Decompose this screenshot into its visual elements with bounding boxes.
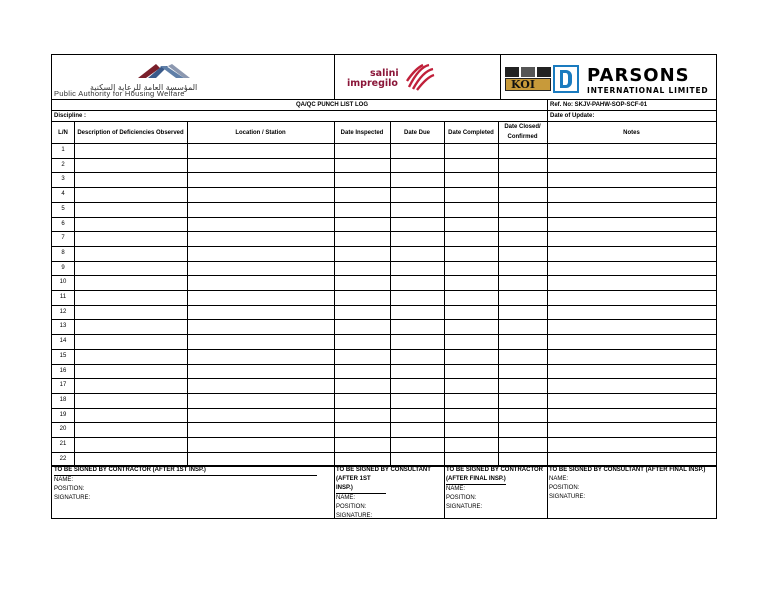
grid-line xyxy=(52,393,716,394)
col-description: Description of Deficiencies Observed xyxy=(77,130,184,136)
grid-line xyxy=(187,121,188,466)
row-number: 14 xyxy=(59,338,67,345)
grid-line xyxy=(444,121,445,466)
consultant-1st-name: NAME: xyxy=(336,495,356,501)
pahw-logo xyxy=(52,55,334,99)
col-date-closed-2: Confirmed xyxy=(507,134,538,140)
row-number: 20 xyxy=(59,426,67,433)
grid-line xyxy=(52,452,716,453)
parsons-p-icon xyxy=(553,65,579,93)
row-number: 9 xyxy=(61,264,65,271)
grid-line xyxy=(334,465,335,519)
row-number: 16 xyxy=(59,367,67,374)
grid-line xyxy=(52,110,716,111)
grid-line xyxy=(52,143,716,144)
grid-line xyxy=(334,121,335,466)
contractor-1st-block xyxy=(54,466,317,503)
grid-line xyxy=(52,437,716,438)
contractor-final-position: POSITION: xyxy=(446,495,477,501)
koi-text: KOI xyxy=(511,78,535,91)
grid-line xyxy=(52,319,716,320)
grid-line xyxy=(52,187,716,188)
consultant-1st-signature: SIGNATURE: xyxy=(336,513,373,519)
grid-line xyxy=(52,172,716,173)
row-number: 17 xyxy=(59,382,67,389)
grid-line xyxy=(52,261,716,262)
grid-line xyxy=(52,290,716,291)
col-ln: L/N xyxy=(58,130,68,136)
consultant-1st-title-2: (AFTER 1ST INSP.) xyxy=(336,475,386,494)
contractor-final-signature: SIGNATURE: xyxy=(446,504,483,510)
contractor-1st-name: NAME: xyxy=(54,477,74,483)
pahw-english-name: Public Authority for Housing Welfare xyxy=(54,89,185,98)
grid-line xyxy=(444,465,445,519)
salini-text-1: salini xyxy=(370,68,399,79)
pahw-roof-icon xyxy=(132,62,192,82)
row-number: 6 xyxy=(61,220,65,227)
grid-line xyxy=(52,202,716,203)
grid-line xyxy=(52,275,716,276)
consultant-final-position: POSITION: xyxy=(549,485,580,491)
row-number: 13 xyxy=(59,323,67,330)
grid-line xyxy=(547,121,548,466)
row-number: 22 xyxy=(59,455,67,462)
salini-text-2: impregilo xyxy=(347,78,398,89)
grid-line xyxy=(52,305,716,306)
consultant-final-title: TO BE SIGNED BY CONSULTANT (AFTER FINAL INSP.) xyxy=(549,467,706,473)
discipline-label: Discipline : xyxy=(54,113,87,119)
grid-line xyxy=(547,465,548,519)
contractor-1st-signature: SIGNATURE: xyxy=(54,495,91,501)
consultant-1st-position: POSITION: xyxy=(336,504,367,510)
grid-line xyxy=(52,364,716,365)
row-number: 10 xyxy=(59,279,67,286)
grid-line xyxy=(74,121,75,466)
col-location: Location / Station xyxy=(235,130,286,136)
grid-line xyxy=(498,121,499,466)
logo-band xyxy=(52,55,716,100)
row-number: 7 xyxy=(61,235,65,242)
consultant-final-name: NAME: xyxy=(549,476,569,482)
col-date-completed: Date Completed xyxy=(448,130,494,136)
contractor-final-title-2: (AFTER FINAL INSP.) xyxy=(446,475,506,485)
ref-number: Ref. No: SKJV-PAHW-SOP-SCF-01 xyxy=(550,102,648,108)
parsons-name: PARSONS xyxy=(587,65,690,86)
koi-logo-icon xyxy=(505,67,551,91)
log-title: QA/QC PUNCH LIST LOG xyxy=(296,102,368,108)
grid-line xyxy=(390,121,391,466)
grid-line xyxy=(52,422,716,423)
contractor-final-name: NAME: xyxy=(446,486,466,492)
col-notes: Notes xyxy=(623,130,640,136)
grid-line xyxy=(52,121,716,122)
row-number: 2 xyxy=(61,161,65,168)
contractor-final-title-1: TO BE SIGNED BY CONTRACTOR xyxy=(446,467,544,473)
pahw-arabic-name: المؤسسة العامة للرعاية السكنية xyxy=(90,83,198,92)
consultant-final-signature: SIGNATURE: xyxy=(549,494,586,500)
row-number: 15 xyxy=(59,352,67,359)
row-number: 11 xyxy=(59,294,67,300)
consultant-1st-title-1: TO BE SIGNED BY CONSULTANT xyxy=(336,467,431,473)
contractor-final-block xyxy=(446,466,543,512)
punch-list-sheet xyxy=(51,54,717,519)
date-of-update-label: Date of Update: xyxy=(550,113,595,119)
grid-line xyxy=(52,158,716,159)
salini-stripes-icon xyxy=(405,63,435,91)
row-number: 18 xyxy=(59,396,67,403)
grid-line xyxy=(52,334,716,335)
consultant-1st-block xyxy=(336,466,431,521)
salini-logo xyxy=(335,55,500,99)
row-number: 21 xyxy=(59,441,67,447)
row-number: 19 xyxy=(59,411,67,418)
col-date-inspected: Date Inspected xyxy=(340,130,384,136)
col-date-closed-1: Date Closed/ xyxy=(504,124,541,130)
contractor-1st-title: TO BE SIGNED BY CONTRACTOR (AFTER 1ST INSP.) xyxy=(54,466,317,476)
grid-line xyxy=(52,349,716,350)
row-number: 4 xyxy=(61,191,65,198)
row-number: 8 xyxy=(61,249,65,256)
grid-line xyxy=(52,217,716,218)
grid-line xyxy=(52,408,716,409)
parsons-subtitle: INTERNATIONAL LIMITED xyxy=(587,86,709,95)
grid-line xyxy=(52,231,716,232)
parsons-logo xyxy=(501,55,716,99)
row-number: 5 xyxy=(61,205,65,212)
row-number: 12 xyxy=(59,308,67,315)
row-number: 1 xyxy=(61,147,65,153)
contractor-1st-position: POSITION: xyxy=(54,486,85,492)
grid-line xyxy=(52,378,716,379)
grid-line xyxy=(52,246,716,247)
consultant-final-block xyxy=(549,466,705,502)
col-date-due: Date Due xyxy=(403,130,430,136)
row-number: 3 xyxy=(61,176,65,183)
